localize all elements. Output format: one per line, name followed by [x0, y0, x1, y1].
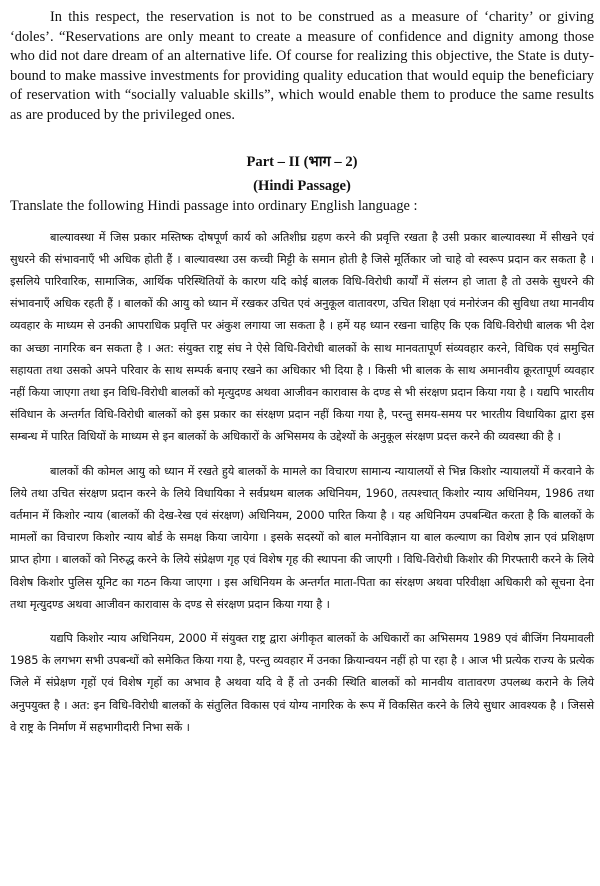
- hindi-paragraph-3: यद्यपि किशोर न्याय अधिनियम, 2000 में संयुक्त राष्ट्र द्वारा अंगीकृत बालकों के अधिकारों का अभिसमय 1989 एवं बीजिंग नियमावली 1985 के लगभग सभी उपबन्धों को समेकित किया गया है, परन्तु व्यवहार में उनका क्रियान्वयन नहीं हो पा रहा है । आज भी प्रत्येक राज्य के प्रत्येक जिले में संप्रेक्षण गृहों एवं विशेष गृहों का अभाव है अथवा यदि वे हैं तो उनकी स्थिति बालकों को मानवीय वातावरण उपलब्ध कराने के लिये अनुपयुक्त है । अत: इन विधि-विरोधी बालकों के संतुलित विकास एवं योग्य नागरिक के रूप में विकसित करने के लिये सुधार आवश्यक है । जिससे वे राष्ट्र के निर्माण में सहभागीदारी निभा सकें ।: [10, 631, 594, 734]
- part-heading: Part – II (भाग – 2): [246, 154, 358, 170]
- intro-paragraph: In this respect, the reservation is not to be construed as a measure of ‘charity’ or giving ‘doles’. “Reservations are only meant to create a measure of confidence and dignity among those who did not dare dream of an alternative life. Of course for realizing this objective, the State is duty-bound to make massive investments for providing quality education that would equip the beneficiary of reservation with “socially valuable skills”, which would enable them to produce the same results as are produced by the privileged ones.: [10, 9, 594, 123]
- translation-instruction: Translate the following Hindi passage into ordinary English language :: [10, 198, 418, 214]
- passage-heading: (Hindi Passage): [253, 178, 351, 194]
- hindi-paragraph-1: बाल्यावस्था में जिस प्रकार मस्तिष्क दोषपूर्ण कार्य को अतिशीघ्र ग्रहण करने की प्रवृत्ति रखता है उसी प्रकार बाल्यावस्था में सीखने एवं सुधरने की संभावनाएँ भी अधिक होती हैं । बाल्यावस्था उस कच्ची मिट्टी के समान होती है जिसे मूर्तिकार जो चाहे वो स्वरूप प्रदान कर सकता है । इसलिये पारिवारिक, सामाजिक, आर्थिक परिस्थितियों के कारण यदि कोई बालक विधि-विरोधी कार्यों में संलग्न हो जाता है तो उसके सुधरने की संभावनाएँ अधिक रहती हैं । बालकों की आयु को ध्यान में रखकर उचित एवं अनुकूल वातावरण, उचित शिक्षा एवं मनोरंजन की सुविधा तथा मानवीय व्यवहार के माध्यम से उनकी आपराधिक प्रवृत्ति पर अंकुश लगाया जा सकता है । हमें यह ध्यान रखना चाहिए कि एक विधि-विरोधी बालक भी देश का अच्छा नागरिक बन सकता है । अत: संयुक्त राष्ट्र संघ ने ऐसे विधि-विरोधी बालकों के साथ मानवतापूर्ण संव्यवहार करने, विधिक एवं समुचित सहायता तथा उसको अपने परिवार के साथ सम्पर्क बनाए रखने का अधिकार भी दिया है । किसी भी बालक के साथ अमानवीय क्रूरतापूर्ण व्यवहार नहीं किया जाएगा तथा इन विधि-विरोधी बालकों को मृत्युदण्ड अथवा आजीवन कारावास के दण्ड से भी संरक्षण प्रदान किया गया है । यद्यपि भारतीय संविधान के अन्तर्गत विधि-विरोधी बालकों को इस प्रकार का संरक्षण प्रदान नहीं किया गया है, परन्तु समय-समय पर भारतीय विधायिका द्वारा इस सम्बन्ध में पारित विधियों के माध्यम से इन बालकों के अधिकारों के अभिसमय के उद्देश्यों के अनुकूल संरक्षण प्रदत्त करने की व्यवस्था की है ।: [10, 230, 594, 444]
- hindi-paragraph-2: बालकों की कोमल आयु को ध्यान में रखते हुये बालकों के मामले का विचारण सामान्य न्यायालयों से भिन्न किशोर न्यायालयों में करवाने के लिये तथा उचित संरक्षण प्रदान करने के लिये विधायिका ने सर्वप्रथम बालक अधिनियम, 1960, तत्पश्चात् किशोर न्याय अधिनियम, 1986 तथा वर्तमान में किशोर न्याय (बालकों की देख-रेख एवं संरक्षण) अधिनियम, 2000 पारित किया है । यह अधिनियम उपबन्धित करता है कि बालकों के मामलों का विचारण किशोर न्याय बोर्ड के समक्ष किया जायेगा । इसके सदस्यों को बाल मनोविज्ञान या बाल कल्याण का विशेष ज्ञान एवं प्रशिक्षण प्राप्त होगा । बालकों को निरुद्ध करने के लिये संप्रेक्षण गृह एवं विशेष गृह की स्थापना की जाएगी । विधि-विरोधी किशोर की गिरफ्तारी करने के लिये विशेष किशोर पुलिस यूनिट का गठन किया जाएगा । इस अधिनियम के अन्तर्गत माता-पिता का संरक्षण अथवा परिवीक्षा अधिकारी को सूचना देना तथा मृत्युदण्ड अथवा आजीवन कारावास के दण्ड से संरक्षण प्रदान किया गया है ।: [10, 464, 594, 611]
